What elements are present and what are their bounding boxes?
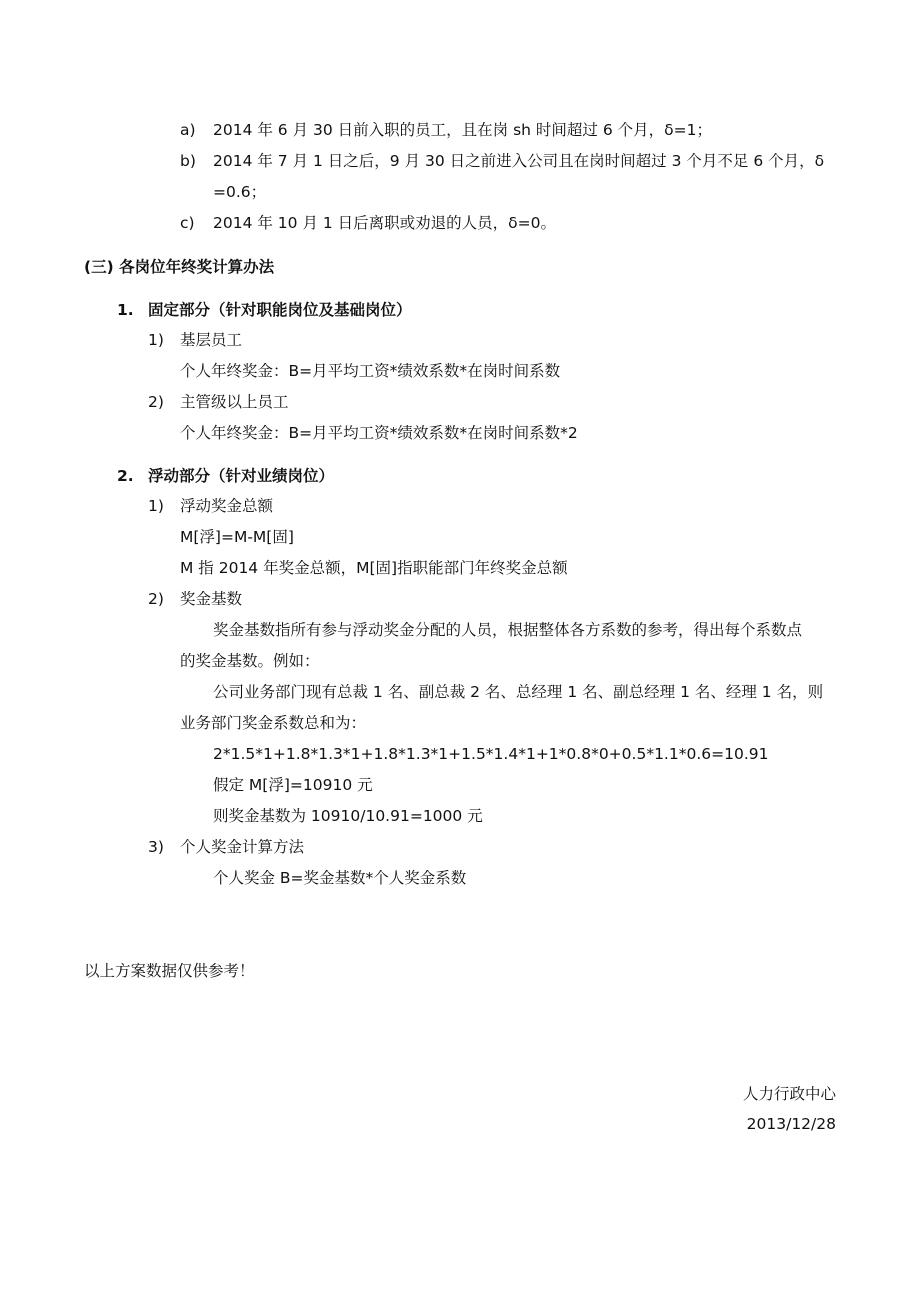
part2-item1-marker: 1) (148, 497, 164, 515)
part2-item3-title: 个人奖金计算方法 (180, 838, 305, 856)
part2-title: 浮动部分（针对业绩岗位） (148, 467, 335, 485)
section-heading: (三) 各岗位年终奖计算办法 (84, 258, 275, 276)
list-item-text: 2014 年 6 月 30 日前入职的员工，且在岗 sh 时间超过 6 个月，δ=1； (213, 121, 712, 139)
part2-item1-title: 浮动奖金总额 (180, 497, 274, 515)
part2-item2-para2-line2: 业务部门奖金系数总和为： (180, 714, 367, 732)
footer-org: 人力行政中心 (742, 1085, 836, 1103)
part2-item2-assume: 假定 M[浮]=10910 元 (213, 776, 373, 794)
part2-item3-marker: 3) (148, 838, 164, 856)
part1-title: 固定部分（针对职能岗位及基础岗位） (148, 301, 412, 319)
part2-item2-result: 则奖金基数为 10910/10.91=1000 元 (213, 807, 483, 825)
part2-item2-marker: 2) (148, 590, 164, 608)
part2-item1-note: M 指 2014 年奖金总额，M[固]指职能部门年终奖金总额 (180, 559, 568, 577)
part2-item2-title: 奖金基数 (180, 590, 243, 608)
part1-item2-title: 主管级以上员工 (180, 393, 289, 411)
part2-item2-calc: 2*1.5*1+1.8*1.3*1+1.8*1.3*1+1.5*1.4*1+1*0.8*0+0.5*1.1*0.6=10.91 (213, 745, 769, 763)
part1-item2-formula: 个人年终奖金：B=月平均工资*绩效系数*在岗时间系数*2 (180, 424, 578, 442)
list-marker: b) (180, 152, 196, 170)
list-item-text: 2014 年 7 月 1 日之后，9 月 30 日之前进入公司且在岗时间超过 3 个月不足 6 个月，δ (213, 152, 825, 170)
list-marker: c) (180, 214, 195, 232)
part1-item1-formula: 个人年终奖金：B=月平均工资*绩效系数*在岗时间系数 (180, 362, 561, 380)
part1-item2-marker: 2) (148, 393, 164, 411)
list-item-c (180, 213, 556, 233)
list-item-a (180, 120, 712, 140)
part1-item1-marker: 1) (148, 331, 164, 349)
part2-item1-formula: M[浮]=M-M[固] (180, 528, 294, 546)
footer-date: 2013/12/28 (746, 1115, 836, 1133)
part2-item3-formula: 个人奖金 B=奖金基数*个人奖金系数 (213, 869, 467, 887)
list-item-b-continuation: =0.6； (213, 183, 267, 201)
part2-item2-para2-line1: 公司业务部门现有总裁 1 名、副总裁 2 名、总经理 1 名、副总经理 1 名、经理 1 名，则 (213, 683, 824, 701)
part1-number: 1. (117, 301, 134, 319)
part2-number: 2. (117, 467, 134, 485)
part2-item2-para1-line2: 的奖金基数。例如： (180, 652, 320, 670)
part2-item2-para1-line1: 奖金基数指所有参与浮动奖金分配的人员，根据整体各方系数的参考，得出每个系数点 (213, 621, 803, 639)
list-item-b (180, 151, 824, 171)
footer-note: 以上方案数据仅供参考！ (84, 962, 255, 980)
list-marker: a) (180, 121, 196, 139)
part1-item1-title: 基层员工 (180, 331, 243, 349)
list-item-text: 2014 年 10 月 1 日后离职或劝退的人员，δ=0。 (213, 214, 556, 232)
